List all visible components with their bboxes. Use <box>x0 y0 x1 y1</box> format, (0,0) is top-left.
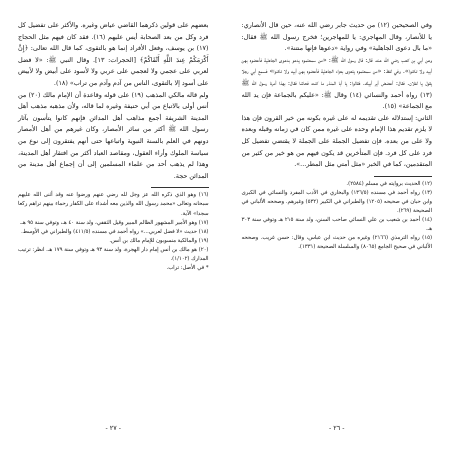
right-body-paragraph-2: وعن أبي بن كعب رضي الله عنه، قال: قال رسول الله ﷺ: «من سمعتموه يدعو بدعوى الجاهلية فأعضوه بهن أبيه ولا تكنوا». وفي لفظ: «من سمعتموه يتعزى بعزاء الجاهلية فأعضوه بهن أبيه ولا تكنوا» فسمع أبي رجلا يقول يا لفلان. فقال: أعضض أير أبيك. فقالوا: يا أبا المنذر ما كنت فحاشا فقال: بهذا أمرنا رسول الله ﷺ (١٣) رواه أحمد والنسائي (١٤) وقال ﷺ: «عليكم بالجماعة فإن يد الله مع الجماعة» (١٥). <box>241 55 432 111</box>
right-footnote: (١٤) أحمد بن شعيب بن علي النسائي صاحب السنن، ولد سنة ٢١٥ هـ وتوفي سنة ٣٠٣ هـ. <box>241 217 432 233</box>
left-footnote: (١٩) والمالكية منسوبون للإمام مالك بن أنس. <box>109 237 209 244</box>
right-page-body <box>242 20 433 171</box>
right-page-number: - ٢٦ - <box>328 424 345 432</box>
right-footnote: (١٣) رواه أحمد في مسنده (١٣٦/٥) والبخاري في الأدب المفرد والنسائي في الكبرى وابن حبان في صحيحه (١٢٠٥) والطبراني في الكبير (٥٣٢) وغيرهم. وصححه الألباني في الصحيحة (٢٦٩). <box>241 189 432 214</box>
left-footnote: (١٦) وهو الذي ذكره الله عز وجل لله رضي عنهم ورضوا عنه وقد أثنى الله عليهم سبحانه وتعالى «محمد رسول الله والذين معه أشداء على الكفار رحماء بينهم تراهم ركعا سجدا» الآية. <box>18 192 209 217</box>
left-body-paragraph-1: بعضهم على قولين ذكرهما القاضي عياض وغيره. والأكثر على تفضيل كل فرد وكل من بعد الصحابة أيس عليهم (١٦). فقد كان فيهم مثل الحجاج (١٧) بن يوسف، وفعل الأفراد إنما هو بالتقوى، كما قال الله تعالى: ﴿إِنَّ أَكْرَمَكُمْ عِندَ اللَّهِ أَتْقَاكُمْ﴾ [الحجرات: ١٣]. وقال النبي ﷺ: «لا فضل لعربي على عجمي ولا لعجمي على عربي ولا لأسود على أبيض ولا لأبيض على أسود إلا بالتقوى، الناس من آدم وآدم من تراب» (١٨). <box>18 21 209 87</box>
right-footnote-separator <box>374 176 432 177</box>
left-page <box>10 12 217 438</box>
left-footnote: (٢٠) هو مالك بن أنس إمام دار الهجرة، ولد سنة ٩٣ هـ وتوفي سنة ١٧٩ هـ. انظر: ترتيب المدارك (١/١٠٢). <box>18 246 209 262</box>
right-page <box>234 12 441 438</box>
left-page-number: - ٢٧ - <box>105 424 121 432</box>
left-footnote: (١٧) وهو الأمير المشهور الظالم المبير وقيل الثقفي، ولد سنة ٤٠ هـ، وتوفي سنة ٩٥ هـ. <box>19 219 209 226</box>
right-body-paragraph-3: الثاني: إستدلاله على تقديمه له على غيره بكونه من خير القرون فإن هذا لا يلزم تقديم هذا الإمام وحده على غيره ممن كان في زمانه وقبله وبعده ولا على من بعده. فإن تفضيل الجملة على الجملة لا يقتضي تفضيل كل فرد على كل فرد. فإن المتأخرين قد يكون فيهم من هو خير من كثير من المتقدمين، كما في الخبر «مثل أمتي مثل المطر...». <box>241 113 432 169</box>
left-footnote-separator <box>151 187 209 188</box>
right-body-paragraph-1: وفي الصحيحين (١٢) من حديث جابر رضي الله عنه، حين قال الأنصاري: يا للأنصار، وقال المهاجري: يا للمهاجرين؛ فخرج رسول الله ﷺ فقال: «ما بال دعوى الجاهلية» وفي رواية «دعوها فإنها منتنة». <box>241 21 433 53</box>
left-page-footnotes <box>18 191 209 273</box>
left-footnote: * في الأصل: تراب. <box>166 265 209 272</box>
left-footnote: (١٨) حديث «لا فضل لعربي...» رواه أحمد في مسنده (٤١١/٥) والطبراني في الأوسط. <box>21 228 209 235</box>
right-footnote: (١٥) رواه الترمذي (٢١٦٦) وغيره من حديث ابن عباس، وقال: حسن غريب. وصححه الألباني في صحيح الجامع (٨٠٦٥) والسلسلة الصحيحة (١٣٣١). <box>241 235 433 251</box>
left-page-body <box>18 20 209 182</box>
left-body-paragraph-2: ولم قاله مالكي المذهب (١٩) على قوله وقاعدة أن الإمام مالك (٢٠) من أنس أولى بالاتباع من أبي حنيفة وغيره لما قاله، ولأن مذهبه مذهب أهل المدينة الشريفة أجمع مذاهب أهل المدائن فإنهم كانوا يتأسون بآثار رسول الله ﷺ أكثر من سائر الأمصار، وكان غيرهم من أهل الأمصار دونهم في العلم بالسنة النبوية واتباعها حتى أنهم يفتقرون إلى نوع من سياسة الملوك وأراء العقول، ومقاصد العباد أكثر من افتقار أهل المدينة، وهذا لم يذهب أحد من علماء المسلمين إلى أن إجماع أهل مدينة من المدائن حجة. <box>18 90 209 180</box>
book-gutter <box>225 12 226 438</box>
right-page-footnotes <box>242 180 433 253</box>
right-footnote: (١٢) الحديث بروايته في مسلم (٢٥٨٤). <box>346 180 432 187</box>
